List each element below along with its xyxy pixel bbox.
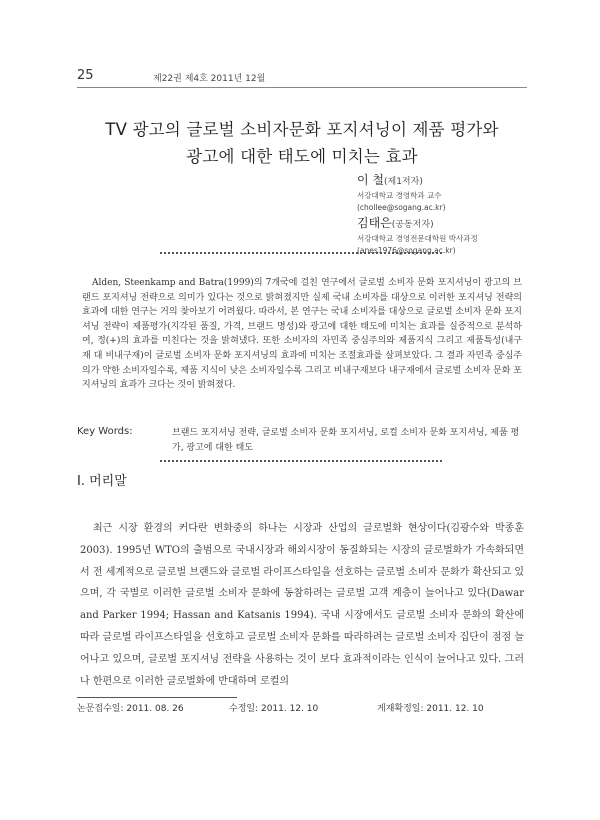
abstract: Alden, Steenkamp and Batra(1999)의 7개국에 걸친 연구에서 글로벌 소비자 문화 포지셔닝이 광고의 브랜드 포지셔닝 전략으로 의미가 있다는 것으로 밝혀졌지만 실제 국내 소비자를 대상으로 이러한 포지셔닝 전략의 효과에 대한 연구는 거의 찾아보기 어려웠다. 따라서, 본 연구는 국내 소비자를 대상으로 글로벌 소비자 문화 포지셔닝 전략이 제품평가(지각된 품질, 가격, 브랜드 명성)와 광고에 대한 태도에 미치는 효과를 실증적으로 분석하여, 정(+)의 효과를 미친다는 것을 밝혀냈다. 또한 소비자의 자민족 중심주의와 제품지식 그리고 제품특성(내구재 대 비내구재)이 글로벌 소비자 문화 포지셔닝의 효과에 미치는 조절효과를 살펴보았다. 그 결과 자민족 중심주의가 약한 소비자일수록, 제품 지식이 낮은 소비자일수록 그리고 비내구재보다 내구재에서 글로벌 소비자 문화 포지셔닝의 효과가 크다는 것이 밝혀졌다. [82, 278, 522, 391]
header-rule [77, 87, 527, 88]
keywords-text: 브랜드 포지셔닝 전략, 글로벌 소비자 문화 포지셔닝, 로컬 소비자 문화 포지셔닝, 제품 평가, 광고에 대한 태도 [172, 428, 520, 453]
paper-title [77, 116, 527, 170]
dotted-divider [160, 252, 442, 254]
author-affiliation: 서강대학교 경영전문대학원 박사과정 [357, 234, 478, 243]
section-heading: Ⅰ. 머리말 [77, 474, 127, 489]
author-first [357, 171, 446, 214]
submitted-date: 논문접수일: 2011. 08. 26 [77, 704, 184, 714]
author-email: (chollee@sogang.ac.kr) [357, 203, 446, 212]
accepted-date: 게재확정일: 2011. 12. 10 [377, 704, 484, 714]
paper-title-line-1: TV 광고의 글로벌 소비자문화 포지셔닝이 제품 평가와 [105, 120, 499, 139]
author-second [357, 214, 478, 257]
author-role: (공동저자) [391, 220, 434, 230]
body-paragraph: 최근 시장 환경의 커다란 변화중의 하나는 시장과 산업의 글로벌화 현상이다(김광수와 박종훈 2003). 1995년 WTO의 출범으로 국내시장과 해외시장이 동질화되는 시장의 글로벌화가 가속화되면서 전 세계적으로 글로벌 브랜드와 글로벌 라이프스타일을 선호하는 글로벌 소비자 문화가 확산되고 있으며, 각 국별로 이러한 글로벌 소비자 문화에 동참하려는 글로벌 고객 계층이 늘어나고 있다(Dawar and Parker 1994; Hassan and Katsanis 1994). 국내 시장에서도 글로벌 소비자 문화의 확산에 따라 글로벌 라이프스타일을 선호하고 글로벌 소비자 문화를 따라하려는 글로벌 소비자 집단이 점점 늘어나고 있으며, 글로벌 포지셔닝 전략을 사용하는 것이 보다 효과적이라는 인식이 늘어나고 있다. 그러나 한편으로 이러한 글로벌화에 반대하며 로컬의 [80, 523, 524, 687]
author-name: 김태은 [357, 216, 392, 230]
running-header [77, 68, 527, 88]
author-role: (제1저자) [384, 177, 423, 187]
dotted-divider [160, 460, 442, 462]
author-email: (anes1976@sogang.ac.kr) [357, 246, 456, 255]
author-affiliation: 서강대학교 경영학과 교수 [357, 191, 442, 200]
paper-title-line-2: 광고에 대한 태도에 미치는 효과 [186, 147, 418, 166]
footnote-rule [77, 697, 237, 698]
revised-date: 수정일: 2011. 12. 10 [229, 704, 319, 714]
keywords-label: Key Words: [77, 426, 133, 437]
journal-info: 제22권 제4호 2011년 12월 [153, 74, 266, 84]
page-number: 25 [77, 68, 94, 83]
author-name: 이 철 [357, 173, 384, 187]
